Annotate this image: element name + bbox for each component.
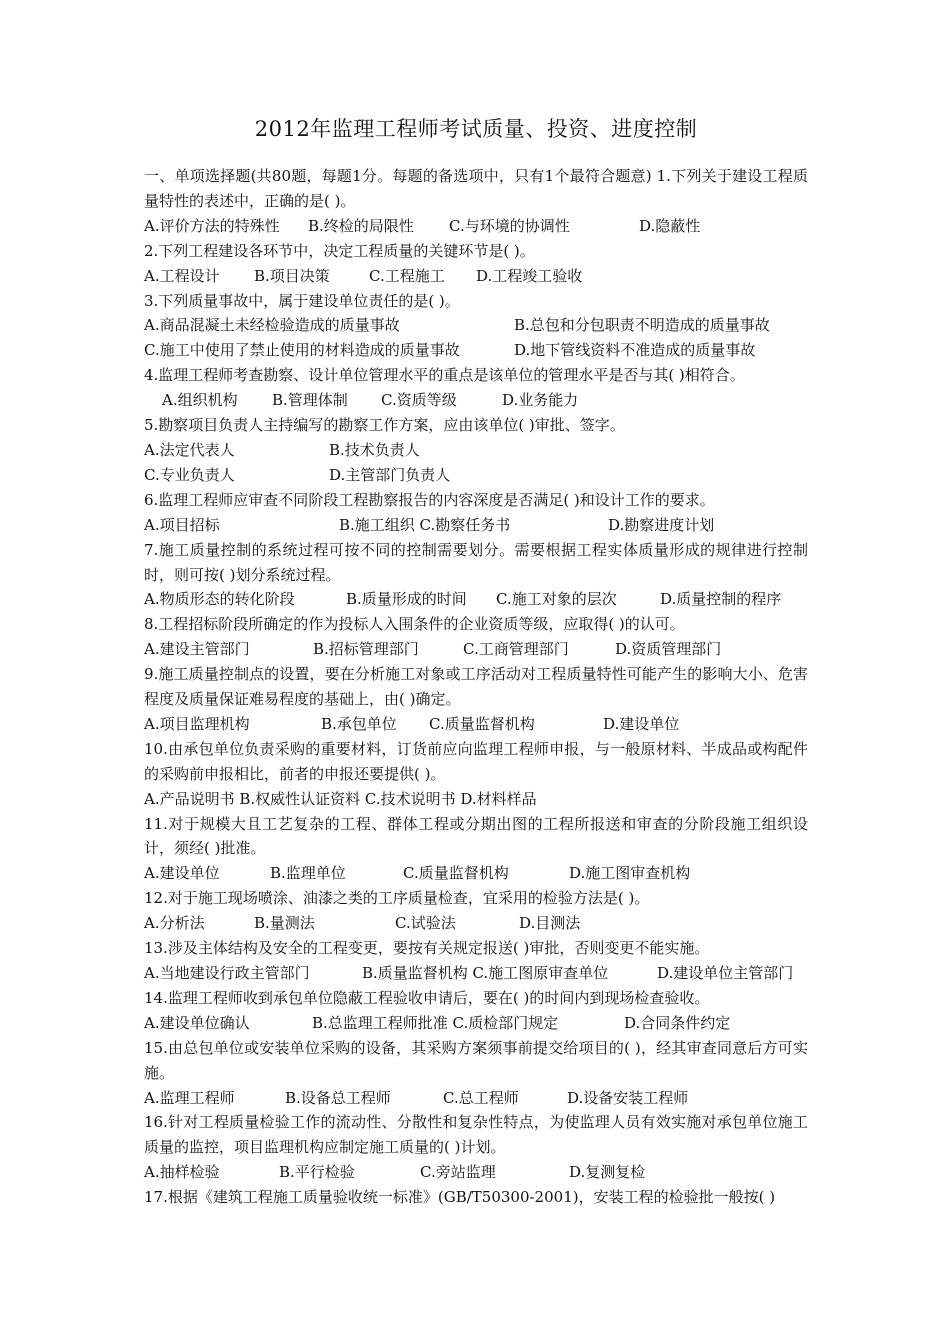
option: C.质量监督机构 bbox=[403, 864, 509, 883]
q3-options-cd bbox=[144, 338, 808, 363]
q17-stem: 17.根据《建筑工程施工质量验收统一标准》(GB/T50300-2001)，安装工程的检验批一般按( ) bbox=[144, 1188, 776, 1207]
option: D.合同条件约定 bbox=[624, 1013, 731, 1032]
option: A.产品说明书 B.权威性认证资料 C.技术说明书 D.材料样品 bbox=[144, 789, 537, 808]
option: D.工程竣工验收 bbox=[476, 266, 583, 285]
q14-stem: 14.监理工程师收到承包单位隐蔽工程验收申请后，要在( )的时间内到现场检查验收。 bbox=[144, 988, 710, 1007]
q9-stem: 9.施工质量控制点的设置，要在分析施工对象或工序活动对工程质量特性可能产生的影响大小、危害程度及质量保证难易程度的基础上，由( )确定。 bbox=[144, 665, 808, 709]
q11-stem: 11.对于规模大且工艺复杂的工程、群体工程或分期出图的工程所报送和审查的分阶段施工组织设计，须经( )批准。 bbox=[144, 814, 808, 858]
option: B.施工组织 C.勘察任务书 bbox=[339, 515, 511, 534]
q6-stem: 6.监理工程师应审查不同阶段工程勘察报告的内容深度是否满足( )和设计工作的要求。 bbox=[144, 490, 715, 509]
q6-options bbox=[144, 513, 808, 538]
q3-stem: 3.下列质量事故中，属于建设单位责任的是( )。 bbox=[144, 291, 460, 310]
option: B.监理单位 bbox=[270, 864, 346, 883]
option: B.项目决策 bbox=[254, 266, 330, 285]
option: A.项目招标 bbox=[144, 515, 220, 534]
option: A.项目监理机构 bbox=[144, 714, 250, 733]
option: D.勘察进度计划 bbox=[608, 515, 715, 534]
q8-options bbox=[144, 637, 808, 662]
q14-options bbox=[144, 1011, 808, 1036]
q5-options-ab bbox=[144, 438, 808, 463]
option: A.法定代表人 bbox=[144, 440, 235, 459]
option: C.试验法 bbox=[395, 914, 456, 933]
option: D.复测复检 bbox=[569, 1163, 646, 1182]
option: B.招标管理部门 bbox=[313, 640, 419, 659]
option: A.物质形态的转化阶段 bbox=[144, 590, 295, 609]
q15-options bbox=[144, 1086, 808, 1111]
q2-stem: 2.下列工程建设各环节中，决定工程质量的关键环节是( )。 bbox=[144, 241, 535, 260]
option: D.施工图审查机构 bbox=[569, 864, 691, 883]
q15-stem: 15.由总包单位或安装单位采购的设备，其采购方案须事前提交给项目的( )，经其审查同意后方可实施。 bbox=[144, 1038, 808, 1082]
option: A.工程设计 bbox=[144, 266, 220, 285]
option: D.资质管理部门 bbox=[615, 640, 722, 659]
option: B.总监理工程师批准 C.质检部门规定 bbox=[312, 1013, 559, 1032]
option: C.施工对象的层次 bbox=[496, 590, 617, 609]
option: C.工程施工 bbox=[369, 266, 445, 285]
option: B.技术负责人 bbox=[329, 440, 420, 459]
q16-options bbox=[144, 1160, 808, 1185]
q10-options bbox=[144, 787, 808, 812]
q16-stem: 16.针对工程质量检验工作的流动性、分散性和复杂性特点，为使监理人员有效实施对承包单位施工质量的监控，项目监理机构应制定施工质量的( )计划。 bbox=[144, 1113, 808, 1157]
q2-options bbox=[144, 264, 808, 289]
option: B.终检的局限性 bbox=[308, 216, 414, 235]
option: D.目测法 bbox=[519, 914, 581, 933]
q5-options-cd bbox=[144, 463, 808, 488]
option: B.总包和分包职责不明造成的质量事故 bbox=[514, 316, 770, 335]
option: A.建设主管部门 bbox=[144, 640, 250, 659]
option: A.分析法 bbox=[144, 914, 205, 933]
q13-stem: 13.涉及主体结构及安全的工程变更，要按有关规定报送( )审批，否则变更不能实施。 bbox=[144, 939, 710, 958]
option: B.平行检验 bbox=[279, 1163, 355, 1182]
option: A.组织机构 bbox=[162, 391, 238, 410]
q8-stem: 8.工程招标阶段所确定的作为投标人入围条件的企业资质等级，应取得( )的认可。 bbox=[144, 615, 685, 634]
option: D.隐蔽性 bbox=[639, 216, 701, 235]
option: B.质量形成的时间 bbox=[346, 590, 467, 609]
option: D.质量控制的程序 bbox=[660, 590, 782, 609]
option: B.量测法 bbox=[254, 914, 315, 933]
q12-options bbox=[144, 911, 808, 936]
option: D.设备安装工程师 bbox=[567, 1088, 689, 1107]
q12-stem: 12.对于施工现场喷涂、油漆之类的工序质量检查，宜采用的检验方法是( )。 bbox=[144, 889, 650, 908]
option: C.工商管理部门 bbox=[463, 640, 569, 659]
option: A.商品混凝土未经检验造成的质量事故 bbox=[144, 316, 400, 335]
option: B.承包单位 bbox=[321, 714, 397, 733]
option: C.资质等级 bbox=[381, 391, 457, 410]
document-page bbox=[144, 112, 808, 1210]
option: A.评价方法的特殊性 bbox=[144, 216, 280, 235]
option: C.与环境的协调性 bbox=[449, 216, 570, 235]
q9-options bbox=[144, 712, 808, 737]
q10-stem: 10.由承包单位负责采购的重要材料，订货前应向监理工程师申报，与一般原材料、半成品或构配件的采购前申报相比，前者的申报还要提供( )。 bbox=[144, 739, 808, 783]
q1-options bbox=[144, 214, 808, 239]
option: A.监理工程师 bbox=[144, 1088, 235, 1107]
option: A.建设单位确认 bbox=[144, 1013, 250, 1032]
option: A.抽样检验 bbox=[144, 1163, 220, 1182]
option: D.主管部门负责人 bbox=[329, 465, 451, 484]
option: C.旁站监理 bbox=[420, 1163, 496, 1182]
q3-options-ab bbox=[144, 313, 808, 338]
q11-options bbox=[144, 861, 808, 886]
q5-stem: 5.勘察项目负责人主持编写的勘察工作方案，应由该单位( )审批、签字。 bbox=[144, 416, 625, 435]
option: D.地下管线资料不准造成的质量事故 bbox=[514, 341, 756, 360]
option: D.建设单位 bbox=[603, 714, 680, 733]
option: B.管理体制 bbox=[272, 391, 348, 410]
option: C.总工程师 bbox=[443, 1088, 519, 1107]
option: D.业务能力 bbox=[502, 391, 579, 410]
q4-stem: 4.监理工程师考查勘察、设计单位管理水平的重点是该单位的管理水平是否与其( )相符合。 bbox=[144, 366, 745, 385]
q7-stem: 7.施工质量控制的系统过程可按不同的控制需要划分。需要根据工程实体质量形成的规律进行控制时，则可按( )划分系统过程。 bbox=[144, 540, 808, 584]
option: A.建设单位 bbox=[144, 864, 220, 883]
option: C.质量监督机构 bbox=[429, 714, 535, 733]
option: B.设备总工程师 bbox=[285, 1088, 391, 1107]
document-title: 2012年监理工程师考试质量、投资、进度控制 bbox=[254, 117, 698, 141]
q4-options bbox=[144, 388, 808, 413]
option: A.当地建设行政主管部门 bbox=[144, 964, 310, 982]
option: C.专业负责人 bbox=[144, 465, 235, 484]
option: B.质量监督机构 C.施工图原审查单位 bbox=[362, 964, 609, 982]
option: C.施工中使用了禁止使用的材料造成的质量事故 bbox=[144, 341, 460, 360]
q7-options bbox=[144, 587, 808, 612]
section-intro: 一、单项选择题(共80题，每题1分。每题的备选项中，只有1个最符合题意) 1.下列关于建设工程质量特性的表述中，正确的是( )。 bbox=[144, 167, 808, 210]
q13-options bbox=[144, 961, 808, 986]
option: D.建设单位主管部门 bbox=[657, 964, 794, 982]
